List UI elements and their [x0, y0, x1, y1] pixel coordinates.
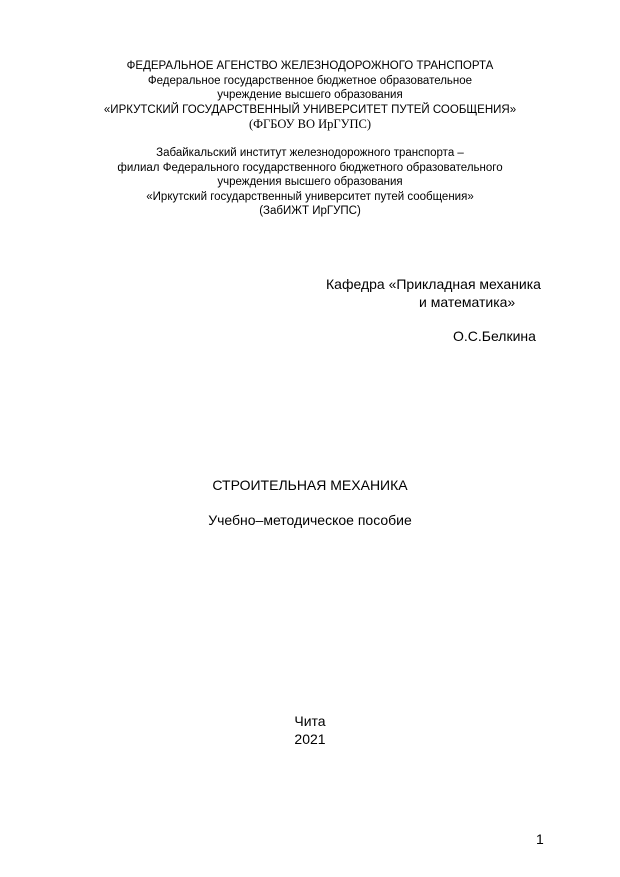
branch-institute-name: Забайкальский институт железнодорожного транспорта – [156, 147, 464, 159]
branch-affiliation-line: филиал Федерального государственного бюджетного образовательного [117, 161, 503, 174]
branch-university-name: «Иркутский государственный университет путей сообщения» [146, 190, 474, 203]
publication-city: Чита [294, 713, 326, 729]
organization-header [0, 59, 620, 132]
branch-abbreviation: (ЗабИЖТ ИрГУПС) [259, 205, 361, 217]
department-name-line-1: Кафедра «Прикладная механика [326, 276, 541, 292]
publication-year: 2021 [294, 731, 326, 747]
publication-place-year [0, 712, 620, 748]
department-name-line-2: и математика» [419, 294, 516, 310]
agency-name: ФЕДЕРАЛЬНОЕ АГЕНСТВО ЖЕЛЕЗНОДОРОЖНОГО ТРАНСПОРТА [126, 60, 494, 72]
department-block [326, 275, 556, 311]
document-title: СТРОИТЕЛЬНАЯ МЕХАНИКА [212, 477, 408, 493]
branch-header [0, 146, 620, 219]
page-number: 1 [536, 831, 544, 847]
university-name: «ИРКУТСКИЙ ГОСУДАРСТВЕННЫЙ УНИВЕРСИТЕТ ПУТЕЙ СООБЩЕНИЯ» [103, 103, 517, 116]
institution-level-line: учреждение высшего образования [217, 89, 403, 101]
branch-level-line: учреждения высшего образования [217, 176, 403, 188]
document-subtitle: Учебно–методическое пособие [208, 512, 412, 528]
author-name: О.С.Белкина [453, 328, 536, 344]
institution-type-line: Федеральное государственное бюджетное образовательное [147, 74, 473, 87]
university-abbreviation: (ФГБОУ ВО ИрГУПС) [248, 117, 372, 131]
